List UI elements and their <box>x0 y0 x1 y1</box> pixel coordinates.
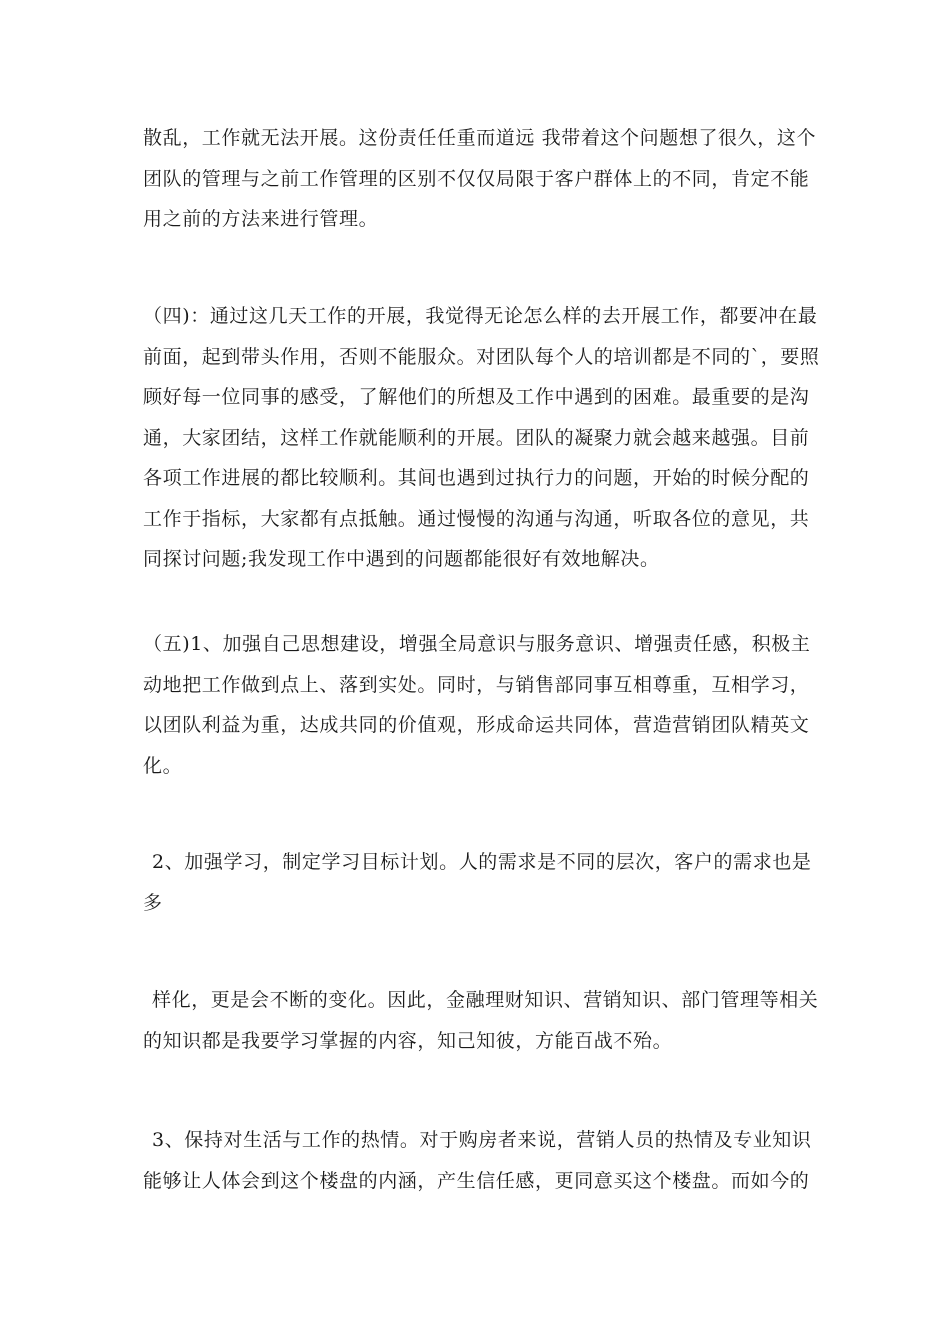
paragraph-line: 同探讨问题;我发现工作中遇到的问题都能很好有效地解决。 <box>143 548 660 570</box>
paragraph-line: 以团队利益为重，达成共同的价值观，形成命运共同体，营造营销团队精英文 <box>143 714 810 736</box>
paragraph-line: 2、加强学习，制定学习目标计划。人的需求是不同的层次，客户的需求也是 <box>152 851 812 873</box>
paragraph-line: 样化，更是会不断的变化。因此，金融理财知识、营销知识、部门管理等相关 <box>152 989 819 1011</box>
paragraph-line: 顾好每一位同事的感受，了解他们的所想及工作中遇到的困难。最重要的是沟 <box>143 386 810 408</box>
paragraph-line: 用之前的方法来进行管理。 <box>143 208 379 230</box>
paragraph-line: 的知识都是我要学习掌握的内容，知己知彼，方能百战不殆。 <box>143 1029 673 1052</box>
paragraph-line: 团队的管理与之前工作管理的区别不仅仅局限于客户群体上的不同，肯定不能 <box>143 167 810 190</box>
paragraph-line: 前面，起到带头作用，否则不能服众。对团队每个人的培训都是不同的`，要照 <box>143 345 820 368</box>
paragraph-line: 通，大家团结，这样工作就能顺利的开展。团队的凝聚力就会越来越强。目前 <box>143 426 810 449</box>
paragraph-line: 散乱，工作就无法开展。这份责任任重而道远 我带着这个问题想了很久，这个 <box>143 127 817 149</box>
paragraph-5 <box>143 980 819 1061</box>
paragraph-line: 工作于指标，大家都有点抵触。通过慢慢的沟通与沟通，听取各位的意见，共 <box>143 507 810 530</box>
paragraph-1 <box>143 118 817 240</box>
paragraph-2 <box>143 296 820 580</box>
paragraph-line: （五)1、加强自己思想建设，增强全局意识与服务意识、增强责任感，积极主 <box>143 633 811 655</box>
paragraph-line: 3、保持对生活与工作的热情。对于购房者来说，营销人员的热情及专业知识 <box>152 1129 812 1151</box>
paragraph-line: （四)：通过这几天工作的开展，我觉得无论怎么样的去开展工作，都要冲在最 <box>143 305 818 327</box>
paragraph-line: 各项工作进展的都比较顺利。其间也遇到过执行力的问题，开始的时候分配的 <box>143 467 810 489</box>
paragraph-3 <box>143 624 811 786</box>
paragraph-line: 能够让人体会到这个楼盘的内涵，产生信任感，更同意买这个楼盘。而如今的 <box>143 1169 810 1192</box>
paragraph-4 <box>143 842 811 923</box>
paragraph-6 <box>143 1120 811 1201</box>
paragraph-line: 化。 <box>143 754 183 777</box>
paragraph-line: 多 <box>143 891 163 914</box>
paragraph-line: 动地把工作做到点上、落到实处。同时，与销售部同事互相尊重，互相学习， <box>143 673 810 696</box>
